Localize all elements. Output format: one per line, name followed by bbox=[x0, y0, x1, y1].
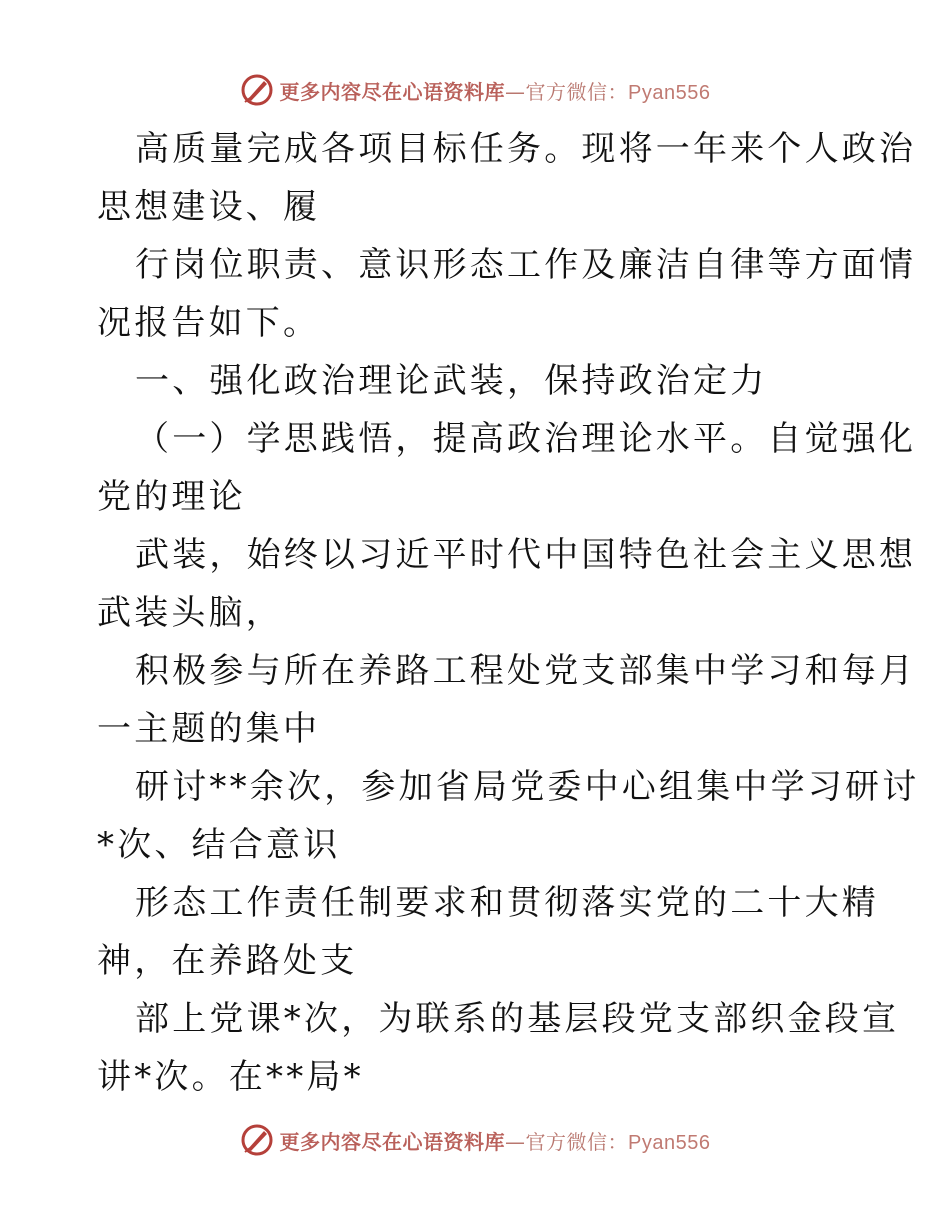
text-line: 武装头脑， bbox=[97, 593, 283, 633]
text-line: 党的理论 bbox=[97, 477, 246, 517]
text-line: 武装，始终以习近平时代中国特色社会主义思想 bbox=[135, 535, 917, 575]
text-line: 行岗位职责、意识形态工作及廉洁自律等方面情 bbox=[135, 245, 917, 285]
quill-pen-logo-icon bbox=[240, 1123, 274, 1157]
text-line: *次、结合意识 bbox=[97, 825, 341, 865]
document-body bbox=[97, 120, 920, 1106]
footer-watermark bbox=[0, 1120, 950, 1160]
text-line: 一主题的集中 bbox=[97, 709, 321, 749]
watermark-text: 更多内容尽在心语资料库—官方微信：Pyan556 bbox=[279, 79, 711, 104]
text-line: 思想建设、履 bbox=[97, 187, 321, 227]
text-line: 积极参与所在养路工程处党支部集中学习和每月 bbox=[135, 651, 917, 691]
header-watermark bbox=[0, 70, 950, 110]
text-line: 高质量完成各项目标任务。现将一年来个人政治 bbox=[135, 129, 917, 169]
quill-pen-logo-icon bbox=[240, 73, 274, 107]
text-line: 形态工作责任制要求和贯彻落实党的二十大精 bbox=[135, 883, 879, 923]
section-heading: 一、强化政治理论武装，保持政治定力 bbox=[135, 361, 768, 401]
text-line: 研讨**余次，参加省局党委中心组集中学习研讨 bbox=[135, 767, 920, 807]
text-line: （一）学思践悟，提高政治理论水平。自觉强化 bbox=[135, 419, 917, 459]
text-line: 讲*次。在**局* bbox=[97, 1057, 364, 1097]
text-line: 部上党课*次，为联系的基层段党支部织金段宣 bbox=[135, 999, 900, 1039]
text-line: 神，在养路处支 bbox=[97, 941, 358, 981]
text-line: 况报告如下。 bbox=[97, 303, 321, 343]
watermark-text: 更多内容尽在心语资料库—官方微信：Pyan556 bbox=[279, 1129, 711, 1154]
